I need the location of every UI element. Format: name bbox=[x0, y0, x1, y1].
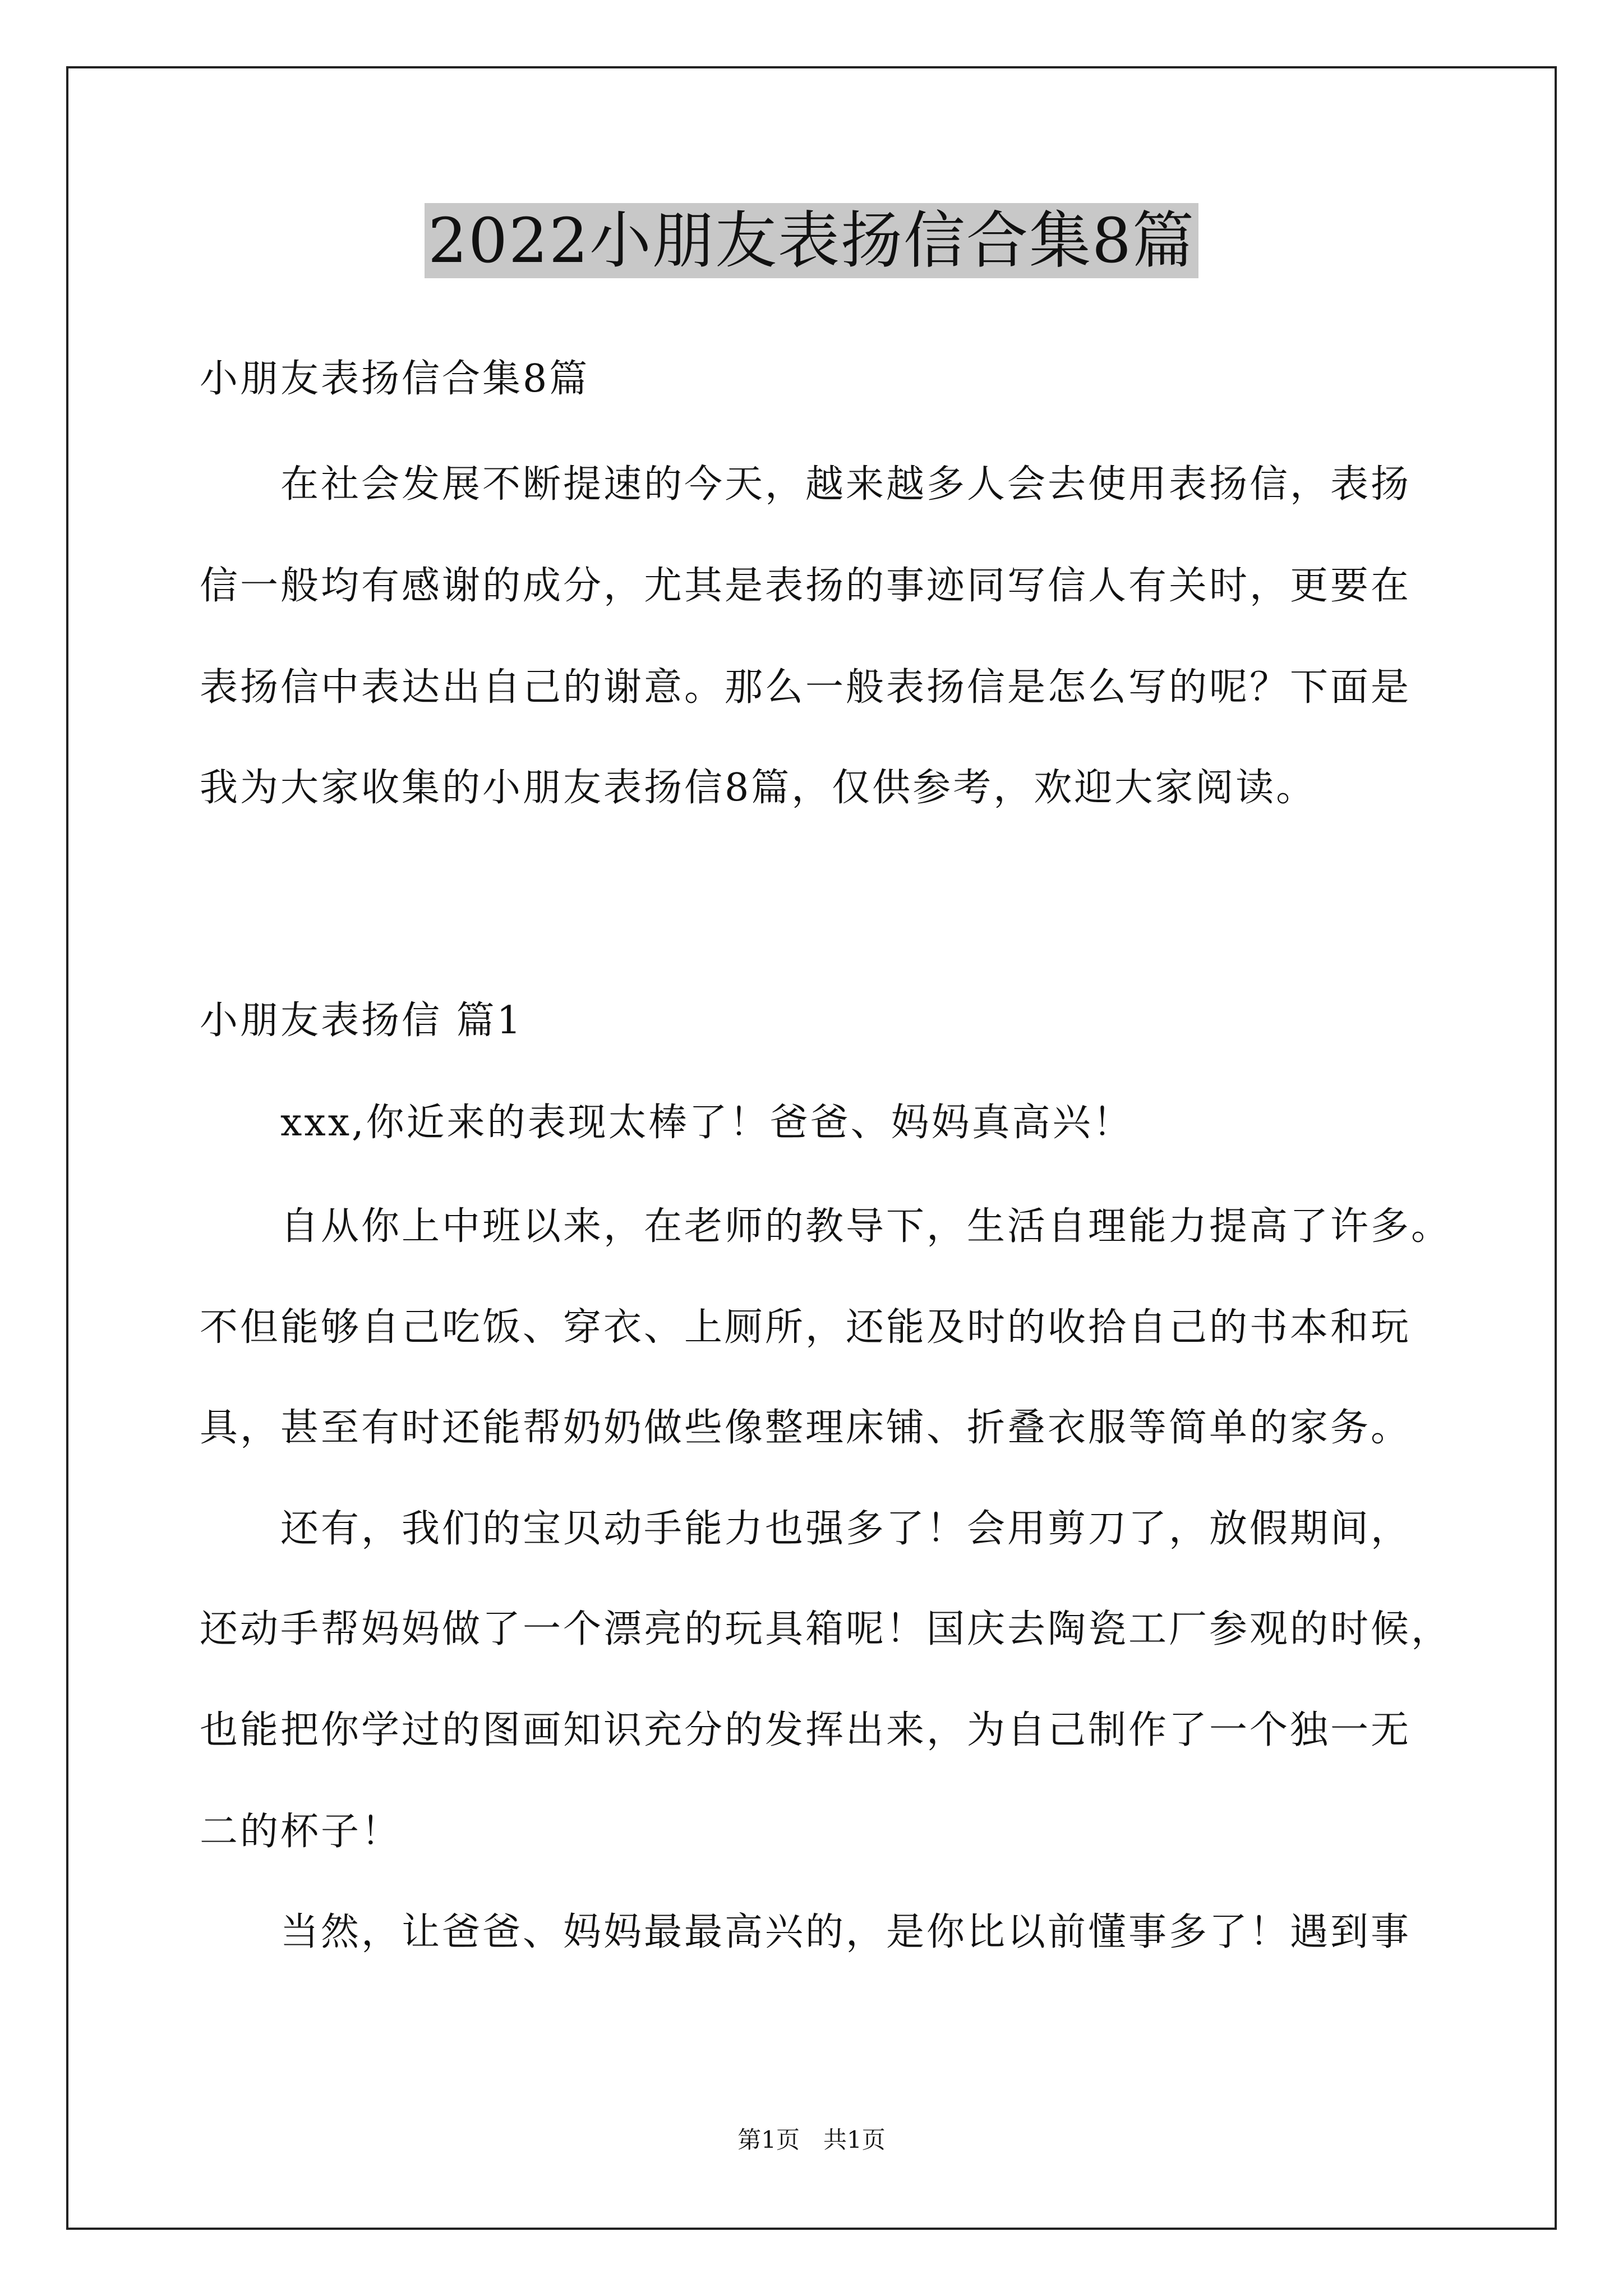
document-subtitle: 小朋友表扬信合集8篇 bbox=[200, 357, 590, 401]
section-heading: 小朋友表扬信 篇1 bbox=[200, 999, 523, 1043]
body-line: 自从你上中班以来，在老师的教导下，生活自理能力提高了许多。 bbox=[280, 1204, 1452, 1249]
body-line: 当然，让爸爸、妈妈最最高兴的，是你比以前懂事多了！遇到事 bbox=[280, 1910, 1412, 1954]
intro-line: 表扬信中表达出自己的谢意。那么一般表扬信是怎么写的呢？下面是 bbox=[200, 665, 1412, 710]
intro-line: 在社会发展不断提速的今天，越来越多人会去使用表扬信，表扬 bbox=[280, 462, 1412, 507]
intro-line: 我为大家收集的小朋友表扬信8篇，仅供参考，欢迎大家阅读。 bbox=[200, 766, 1317, 810]
intro-line: 信一般均有感谢的成分，尤其是表扬的事迹同写信人有关时，更要在 bbox=[200, 564, 1412, 608]
body-line: 还动手帮妈妈做了一个漂亮的玩具箱呢！国庆去陶瓷工厂参观的时候， bbox=[200, 1607, 1452, 1651]
title-container bbox=[0, 203, 1623, 278]
document-title: 2022小朋友表扬信合集8篇 bbox=[425, 203, 1198, 278]
body-line: 不但能够自己吃饭、穿衣、上厕所，还能及时的收拾自己的书本和玩 bbox=[200, 1305, 1412, 1350]
page-footer: 第1页 共1页 bbox=[737, 2126, 886, 2154]
body-line: 也能把你学过的图画知识充分的发挥出来，为自己制作了一个独一无 bbox=[200, 1708, 1412, 1752]
body-line: 二的杯子！ bbox=[200, 1810, 402, 1854]
body-line: 具，甚至有时还能帮奶奶做些像整理床铺、折叠衣服等简单的家务。 bbox=[200, 1406, 1412, 1450]
body-line: xxx,你近来的表现太棒了！爸爸、妈妈真高兴！ bbox=[280, 1101, 1133, 1145]
body-line: 还有，我们的宝贝动手能力也强多了！会用剪刀了，放假期间， bbox=[280, 1507, 1412, 1551]
